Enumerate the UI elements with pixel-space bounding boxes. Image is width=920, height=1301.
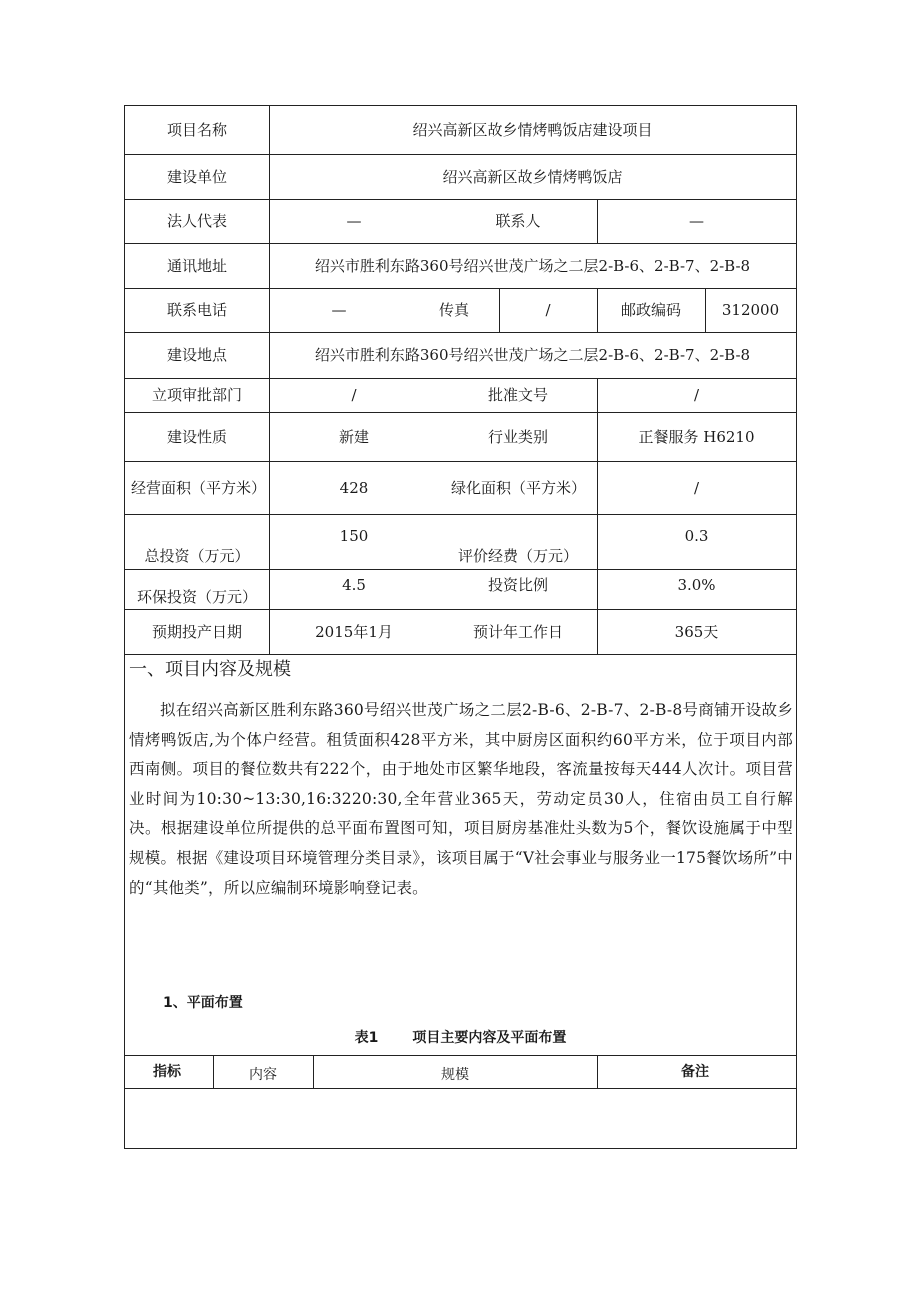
project-name-label: 项目名称: [166, 121, 227, 139]
industry-label: 行业类别: [487, 427, 548, 446]
subsection-title: 1、平面布置: [163, 995, 243, 1011]
env-investment-label: 环保投资（万元）: [136, 588, 257, 606]
site-label: 建设地点: [166, 346, 227, 364]
zip-value: 312000: [721, 301, 780, 319]
address-value: 绍兴市胜利东路360号绍兴世茂广场之二层2-B-6、2-B-7、2-B-8: [314, 256, 751, 275]
col-divider: [213, 1055, 214, 1088]
approval-doc-label: 批准文号: [487, 386, 548, 404]
header-scale: 规模: [441, 1067, 469, 1083]
evaluation-fee-label: 评价经费（万元）: [457, 547, 578, 565]
approval-doc-value: /: [693, 386, 700, 404]
green-area-value: /: [693, 478, 700, 497]
header-remark: 备注: [681, 1064, 709, 1080]
builder-label: 建设单位: [166, 167, 227, 186]
industry-value: 正餐服务 H6210: [638, 427, 755, 446]
legal-rep-label: 法人代表: [166, 212, 227, 230]
section-heading: 一、项目内容及规模: [129, 659, 291, 680]
site-value: 绍兴市胜利东路360号绍兴世茂广场之二层2-B-6、2-B-7、2-B-8: [314, 346, 751, 364]
phone-value: —: [331, 301, 347, 319]
area-value: 428: [339, 478, 369, 497]
address-label: 通讯地址: [166, 256, 227, 275]
registration-form: [124, 105, 797, 1149]
work-days-label: 预计年工作日: [472, 622, 563, 641]
investment-value: 150: [339, 527, 369, 545]
evaluation-fee-value: 0.3: [684, 527, 709, 545]
zip-label: 邮政编码: [620, 301, 681, 319]
investment-label: 总投资（万元）: [144, 547, 250, 565]
project-name-value: 绍兴高新区故乡情烤鸭饭店建设项目: [412, 121, 653, 139]
start-date-label: 预期投产日期: [151, 622, 242, 641]
fax-value: /: [545, 301, 551, 319]
header-indicator: 指标: [153, 1064, 181, 1080]
work-days-value: 365天: [674, 622, 719, 641]
nature-value: 新建: [338, 427, 369, 446]
project-description: 拟在绍兴高新区胜利东路360号绍兴世茂广场之二层2-B-6、2-B-7、2-B-8号商铺开设故乡情烤鸭饭店,为个体户经营。租赁面积428平方米，其中厨房区面积约60平方米，位于项目内部西南侧。项目的餐位数共有222个，由于地处市区繁华地段，客流量按每天444人次计。项目营业时间为10:30~13:30,16:3220:30,全年营业365天，劳动定员30人，住宿由员工自行解决。根据建设单位所提供的总平面布置图可知，项目厨房基准灶头数为5个，餐饮设施属于中型规模。根据《建设项目环境管理分类目录》，该项目属于“V社会事业与服务业一175餐饮场所”中的“其他类”，所以应编制环境影响登记表。: [129, 701, 793, 897]
fax-label: 传真: [438, 301, 469, 319]
col-divider: [597, 1055, 598, 1088]
legal-rep-value: —: [346, 212, 362, 230]
table-title: 项目主要内容及平面布置: [412, 1030, 567, 1046]
green-area-label: 绿化面积（平方米）: [451, 478, 587, 497]
invest-ratio-value: 3.0%: [677, 576, 716, 594]
header-content: 内容: [249, 1067, 277, 1083]
col-divider: [313, 1055, 314, 1088]
phone-label: 联系电话: [166, 301, 227, 319]
invest-ratio-label: 投资比例: [487, 576, 548, 594]
area-label: 经营面积（平方米）: [131, 478, 267, 497]
contact-label: 联系人: [495, 212, 541, 230]
nature-label: 建设性质: [166, 427, 227, 446]
table-caption: [125, 1027, 796, 1047]
table-number: 表1: [354, 1030, 379, 1046]
row-divider: [125, 1055, 796, 1056]
env-investment-value: 4.5: [342, 576, 366, 594]
approval-label: 立项审批部门: [151, 386, 242, 404]
row-divider: [125, 1088, 796, 1089]
contact-value: —: [689, 212, 704, 230]
builder-value: 绍兴高新区故乡情烤鸭饭店: [442, 167, 623, 186]
start-date-value: 2015年1月: [315, 622, 393, 641]
approval-value: /: [351, 386, 357, 404]
